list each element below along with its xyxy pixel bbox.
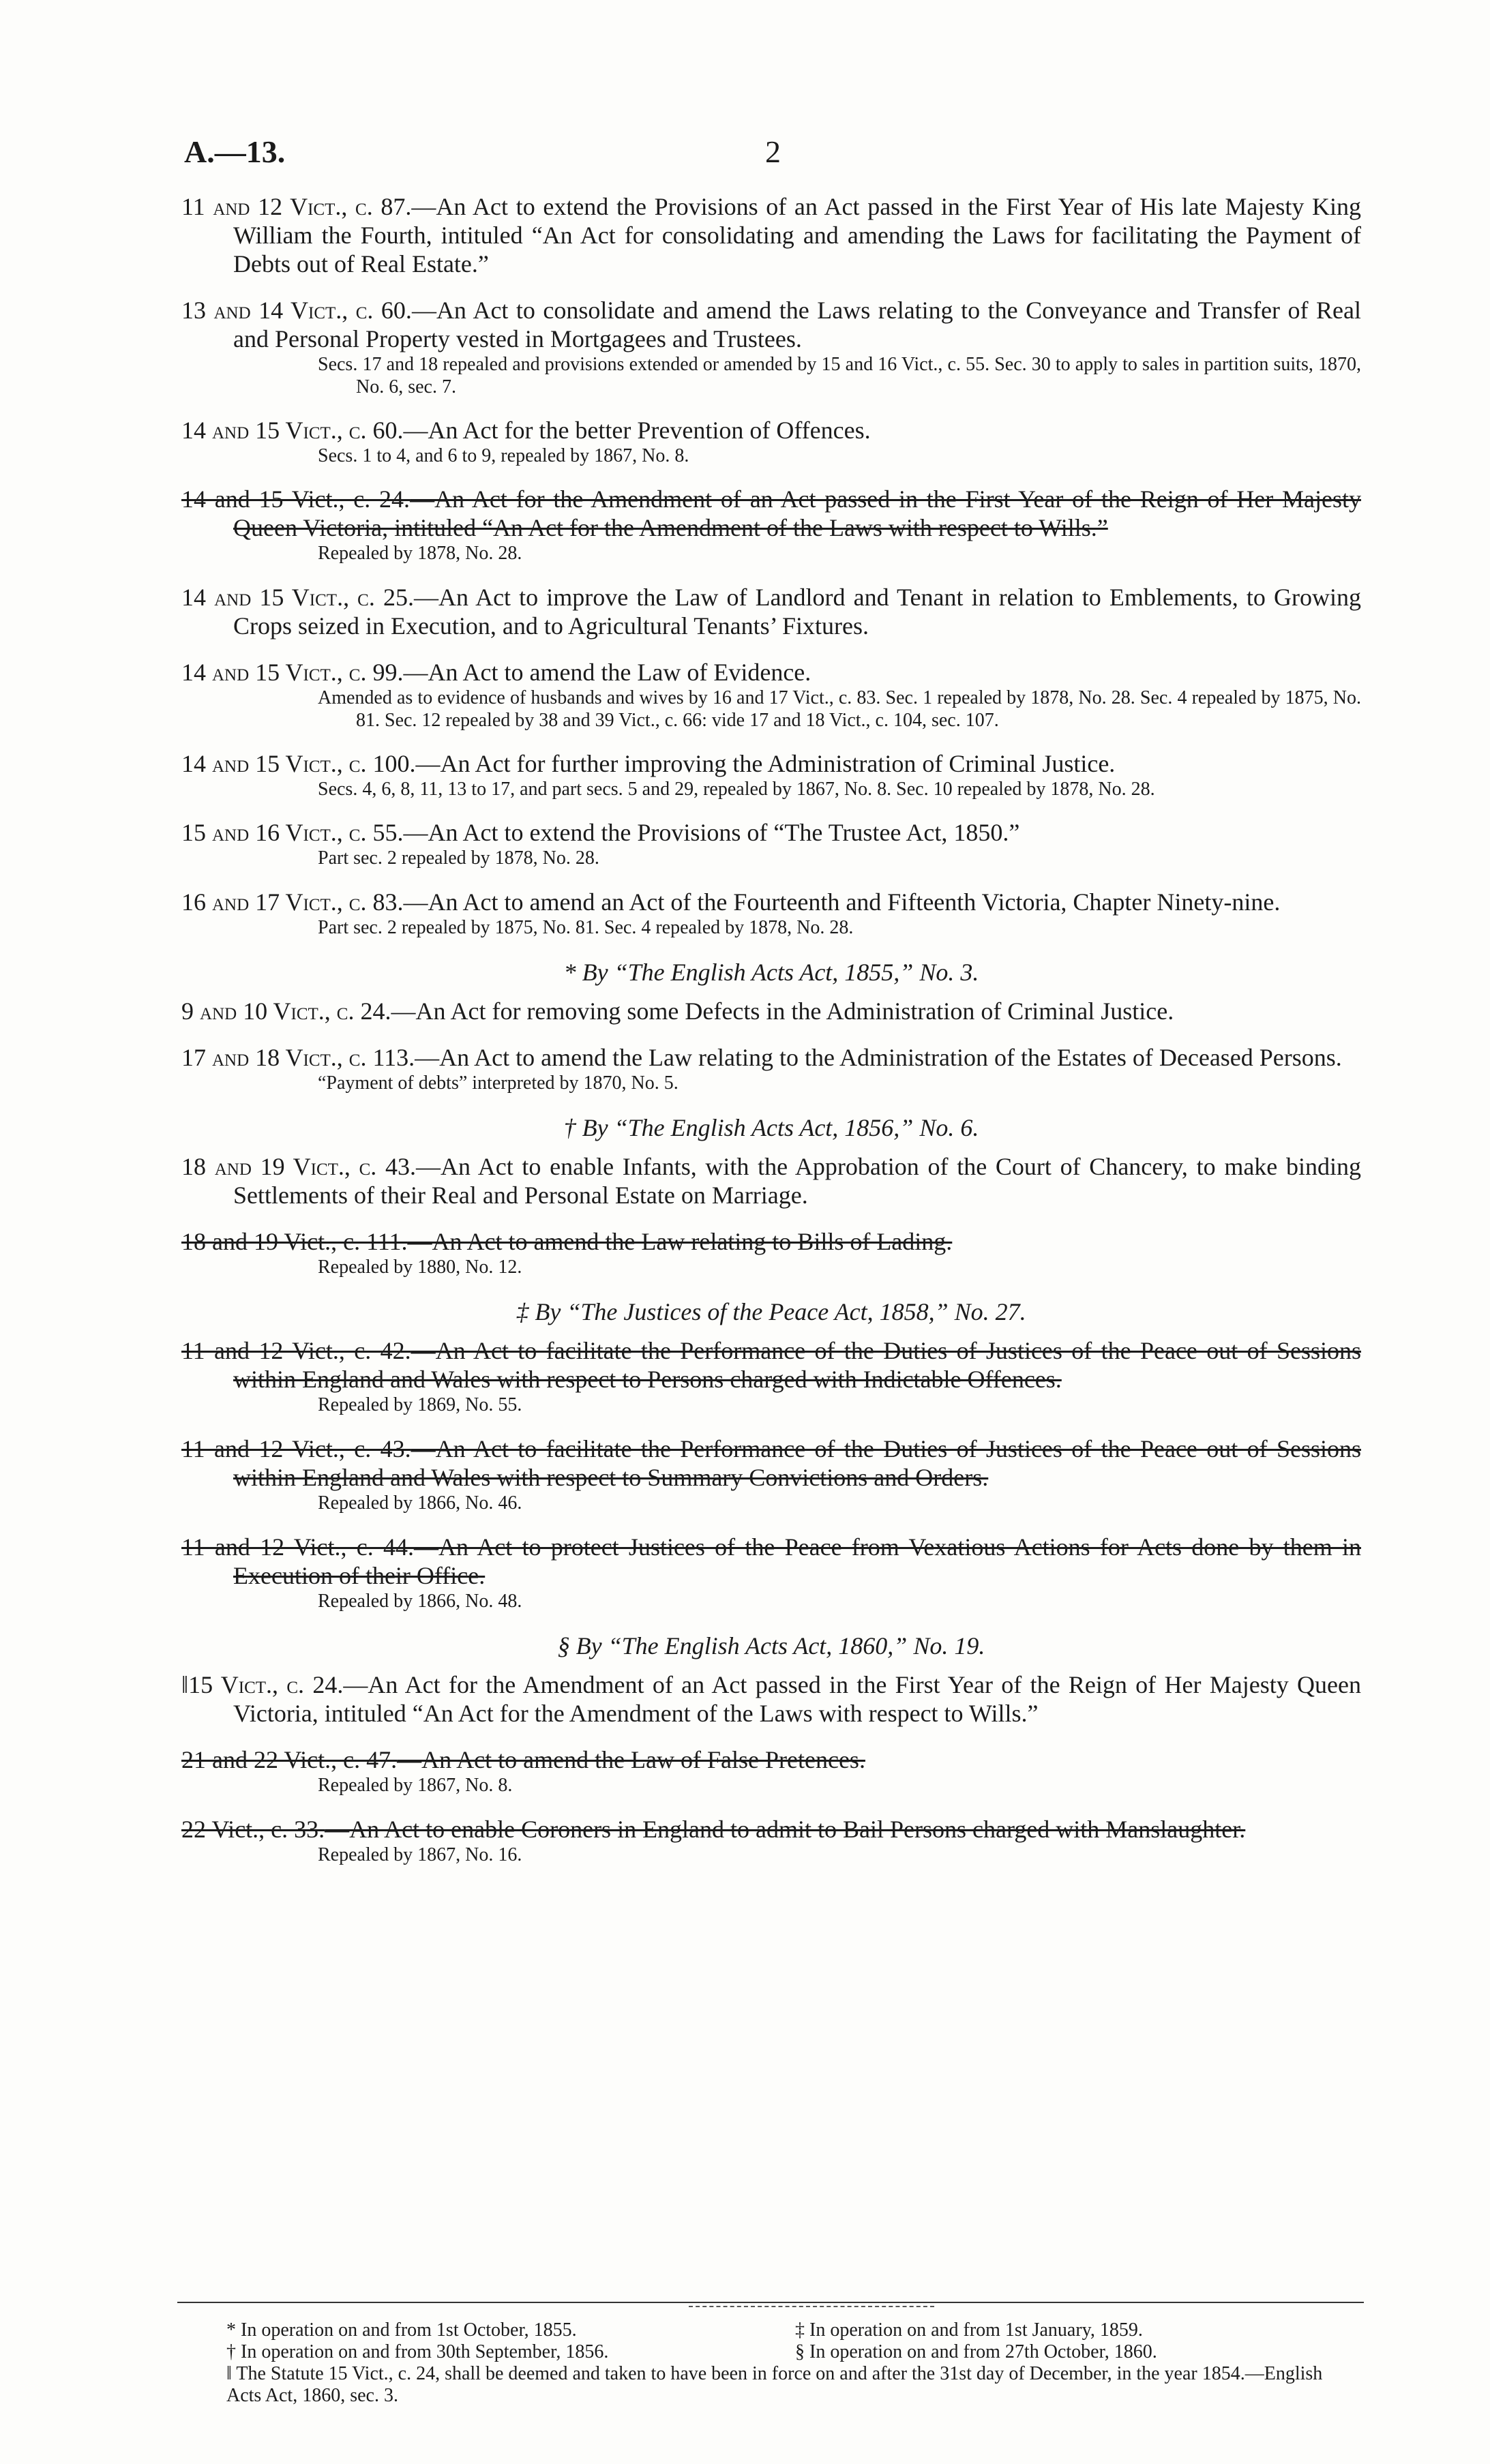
- act-entry: [181, 192, 1361, 278]
- act-title: —An Act to consolidate and amend the Laws relating to the Conveyance and Transfer of Real and Personal Property vested in Mortgagees and Trustees.: [233, 297, 1361, 352]
- act-note: Repealed by 1869, No. 55.: [318, 1394, 522, 1415]
- act-title: —An Act to improve the Law of Landlord and Tenant in relation to Emblements, to Growing Crops seized in Execution, and to Agricultural Tenants’ Fixtures.: [233, 584, 1361, 640]
- act-entry: [181, 997, 1361, 1025]
- act-note: “Payment of debts” interpreted by 1870, No. 5.: [318, 1072, 679, 1094]
- act-title: —An Act to amend an Act of the Fourteenth and Fifteenth Victoria, Chapter Ninety-nine.: [403, 888, 1281, 916]
- act-note: Secs. 4, 6, 8, 11, 13 to 17, and part secs. 5 and 29, repealed by 1867, No. 8. Sec. 10 repealed by 1878, No. 28.: [318, 779, 1155, 800]
- act-note: Amended as to evidence of husbands and wives by 16 and 17 Vict., c. 83. Sec. 1 repealed by 1878, No. 28. Sec. 4 repealed by 1875, No. 81. Sec. 12 repealed by 38 and 39 Vict., c. 66: vide 17 and 18 Vict., c. 104, sec. 107.: [318, 687, 1361, 731]
- act-title: —An Act to amend the Law relating to the Administration of the Estates of Deceased Persons.: [415, 1044, 1342, 1071]
- act-citation: 9 and 10 Vict., c. 24.: [181, 997, 391, 1025]
- act-note: Repealed by 1866, No. 48.: [318, 1591, 522, 1612]
- act-citation: 22 Vict., c. 33.: [181, 1816, 325, 1843]
- act-title: —An Act for the Amendment of an Act passed in the First Year of the Reign of Her Majesty Queen Victoria, intituled “An Act for the Amendment of the Laws with respect to Wills.”: [233, 485, 1361, 541]
- footnote-section: § In operation on and from 27th October, 1860.: [795, 2341, 1157, 2362]
- act-citation: 11 and 12 Vict., c. 87.: [181, 193, 412, 220]
- section-heading: ‡ By “The Justices of the Peace Act, 1858,” No. 27.: [516, 1298, 1026, 1325]
- act-title: —An Act to enable Coroners in England to admit to Bail Persons charged with Manslaughter.: [325, 1816, 1246, 1843]
- act-entry: [181, 296, 1361, 398]
- act-list: [181, 192, 1361, 1884]
- act-title: —An Act for the Amendment of an Act passed in the First Year of the Reign of Her Majesty Queen Victoria, intituled “An Act for the Amendment of the Laws with respect to Wills.”: [233, 1671, 1361, 1727]
- act-entry: [181, 1670, 1361, 1728]
- act-citation: 14 and 15 Vict., c. 60.: [181, 417, 404, 444]
- act-citation: 15 and 16 Vict., c. 55.: [181, 819, 404, 846]
- act-citation: 13 and 14 Vict., c. 60.: [181, 297, 412, 324]
- footnote-divider-dashed: [689, 2306, 934, 2307]
- act-citation: 14 and 15 Vict., c. 25.: [181, 584, 414, 611]
- section-heading: § By “The English Acts Act, 1860,” No. 19.: [557, 1632, 985, 1659]
- repealed-act-entry: [181, 1745, 1361, 1797]
- act-citation: 14 and 15 Vict., c. 100.: [181, 750, 416, 777]
- act-citation: 18 and 19 Vict., c. 43.: [181, 1153, 416, 1180]
- act-title: —An Act for further improving the Administration of Criminal Justice.: [415, 750, 1116, 777]
- footnote-divider: [177, 2302, 1364, 2303]
- repealed-act-entry: [181, 1227, 1361, 1279]
- act-title: —An Act for removing some Defects in the Administration of Criminal Justice.: [391, 997, 1174, 1025]
- repealed-act-entry: [181, 485, 1361, 565]
- act-note: Part sec. 2 repealed by 1875, No. 81. Sec. 4 repealed by 1878, No. 28.: [318, 917, 854, 938]
- act-title: —An Act to amend the Law relating to Bills of Lading.: [407, 1228, 953, 1255]
- act-entry: [181, 416, 1361, 467]
- act-entry: [181, 658, 1361, 732]
- act-citation: 14 and 15 Vict., c. 24.: [181, 485, 411, 513]
- act-note: Secs. 1 to 4, and 6 to 9, repealed by 1867, No. 8.: [318, 445, 689, 466]
- section-heading: * By “The English Acts Act, 1855,” No. 3.: [563, 959, 979, 986]
- act-entry: [181, 818, 1361, 870]
- act-entry: [181, 888, 1361, 940]
- footnote-star: * In operation on and from 1st October, 1855.: [226, 2319, 577, 2341]
- section-heading: † By “The English Acts Act, 1856,” No. 6.: [563, 1114, 979, 1141]
- repealed-act-entry: [181, 1533, 1361, 1613]
- act-citation: 11 and 12 Vict., c. 42.: [181, 1337, 411, 1364]
- act-note: Repealed by 1878, No. 28.: [318, 543, 522, 564]
- act-note: Repealed by 1867, No. 16.: [318, 1844, 522, 1865]
- act-title: —An Act to extend the Provisions of “The Trustee Act, 1850.”: [403, 819, 1020, 846]
- act-citation: ‖15 Vict., c. 24.: [181, 1671, 344, 1698]
- act-title: —An Act to amend the Law of Evidence.: [403, 659, 811, 686]
- footnote-parallel: ‖ The Statute 15 Vict., c. 24, shall be deemed and taken to have been in force on and after the 31st day of December, in the year 1854.—English Acts Act, 1860, sec. 3.: [226, 2363, 1323, 2406]
- act-title: —An Act to extend the Provisions of an Act passed in the First Year of His late Majesty King William the Fourth, intituled “An Act for consolidating and amending the Laws for facilitating the Payment of Debts out of Real Estate.”: [233, 193, 1361, 277]
- repealed-act-entry: [181, 1434, 1361, 1515]
- act-note: Part sec. 2 repealed by 1878, No. 28.: [318, 847, 599, 869]
- act-citation: 17 and 18 Vict., c. 113.: [181, 1044, 415, 1071]
- act-note: Repealed by 1866, No. 46.: [318, 1492, 522, 1514]
- act-entry: [181, 749, 1361, 800]
- act-title: —An Act for the better Prevention of Offences.: [403, 417, 871, 444]
- footnote-dagger: † In operation on and from 30th September, 1856.: [226, 2341, 609, 2362]
- act-citation: 21 and 22 Vict., c. 47.: [181, 1746, 398, 1773]
- act-title: —An Act to protect Justices of the Peace from Vexatious Actions for Acts done by them in Execution of their Office.: [233, 1533, 1361, 1589]
- repealed-act-entry: [181, 1815, 1361, 1867]
- act-entry: [181, 1043, 1361, 1095]
- act-citation: 11 and 12 Vict., c. 44.: [181, 1533, 415, 1561]
- act-note: Repealed by 1867, No. 8.: [318, 1775, 513, 1796]
- act-citation: 18 and 19 Vict., c. 111.: [181, 1228, 408, 1255]
- act-entry: [181, 583, 1361, 640]
- act-citation: 11 and 12 Vict., c. 43.: [181, 1435, 411, 1462]
- footnote-double-dagger: ‡ In operation on and from 1st January, 1859.: [795, 2319, 1143, 2341]
- series-code: A.—13.: [184, 134, 286, 169]
- act-title: —An Act to enable Infants, with the Approbation of the Court of Chancery, to make binding Settlements of their Real and Personal Estate on Marriage.: [233, 1153, 1361, 1209]
- act-citation: 16 and 17 Vict., c. 83.: [181, 888, 404, 916]
- footnotes: [181, 2319, 1361, 2407]
- page-number: 2: [765, 134, 781, 169]
- act-entry: [181, 1152, 1361, 1210]
- act-citation: 14 and 15 Vict., c. 99.: [181, 659, 404, 686]
- repealed-act-entry: [181, 1336, 1361, 1417]
- act-note: Repealed by 1880, No. 12.: [318, 1257, 522, 1278]
- act-title: —An Act to amend the Law of False Pretences.: [397, 1746, 865, 1773]
- act-note: Secs. 17 and 18 repealed and provisions extended or amended by 15 and 16 Vict., c. 55. Sec. 30 to apply to sales in partition suits, 1870, No. 6, sec. 7.: [318, 354, 1361, 397]
- act-title: —An Act to facilitate the Performance of the Duties of Justices of the Peace out of Sessions within England and Wales with respect to Persons charged with Indictable Offences.: [233, 1337, 1361, 1393]
- act-title: —An Act to facilitate the Performance of the Duties of Justices of the Peace out of Sessions within England and Wales with respect to Summary Convictions and Orders.: [233, 1435, 1361, 1491]
